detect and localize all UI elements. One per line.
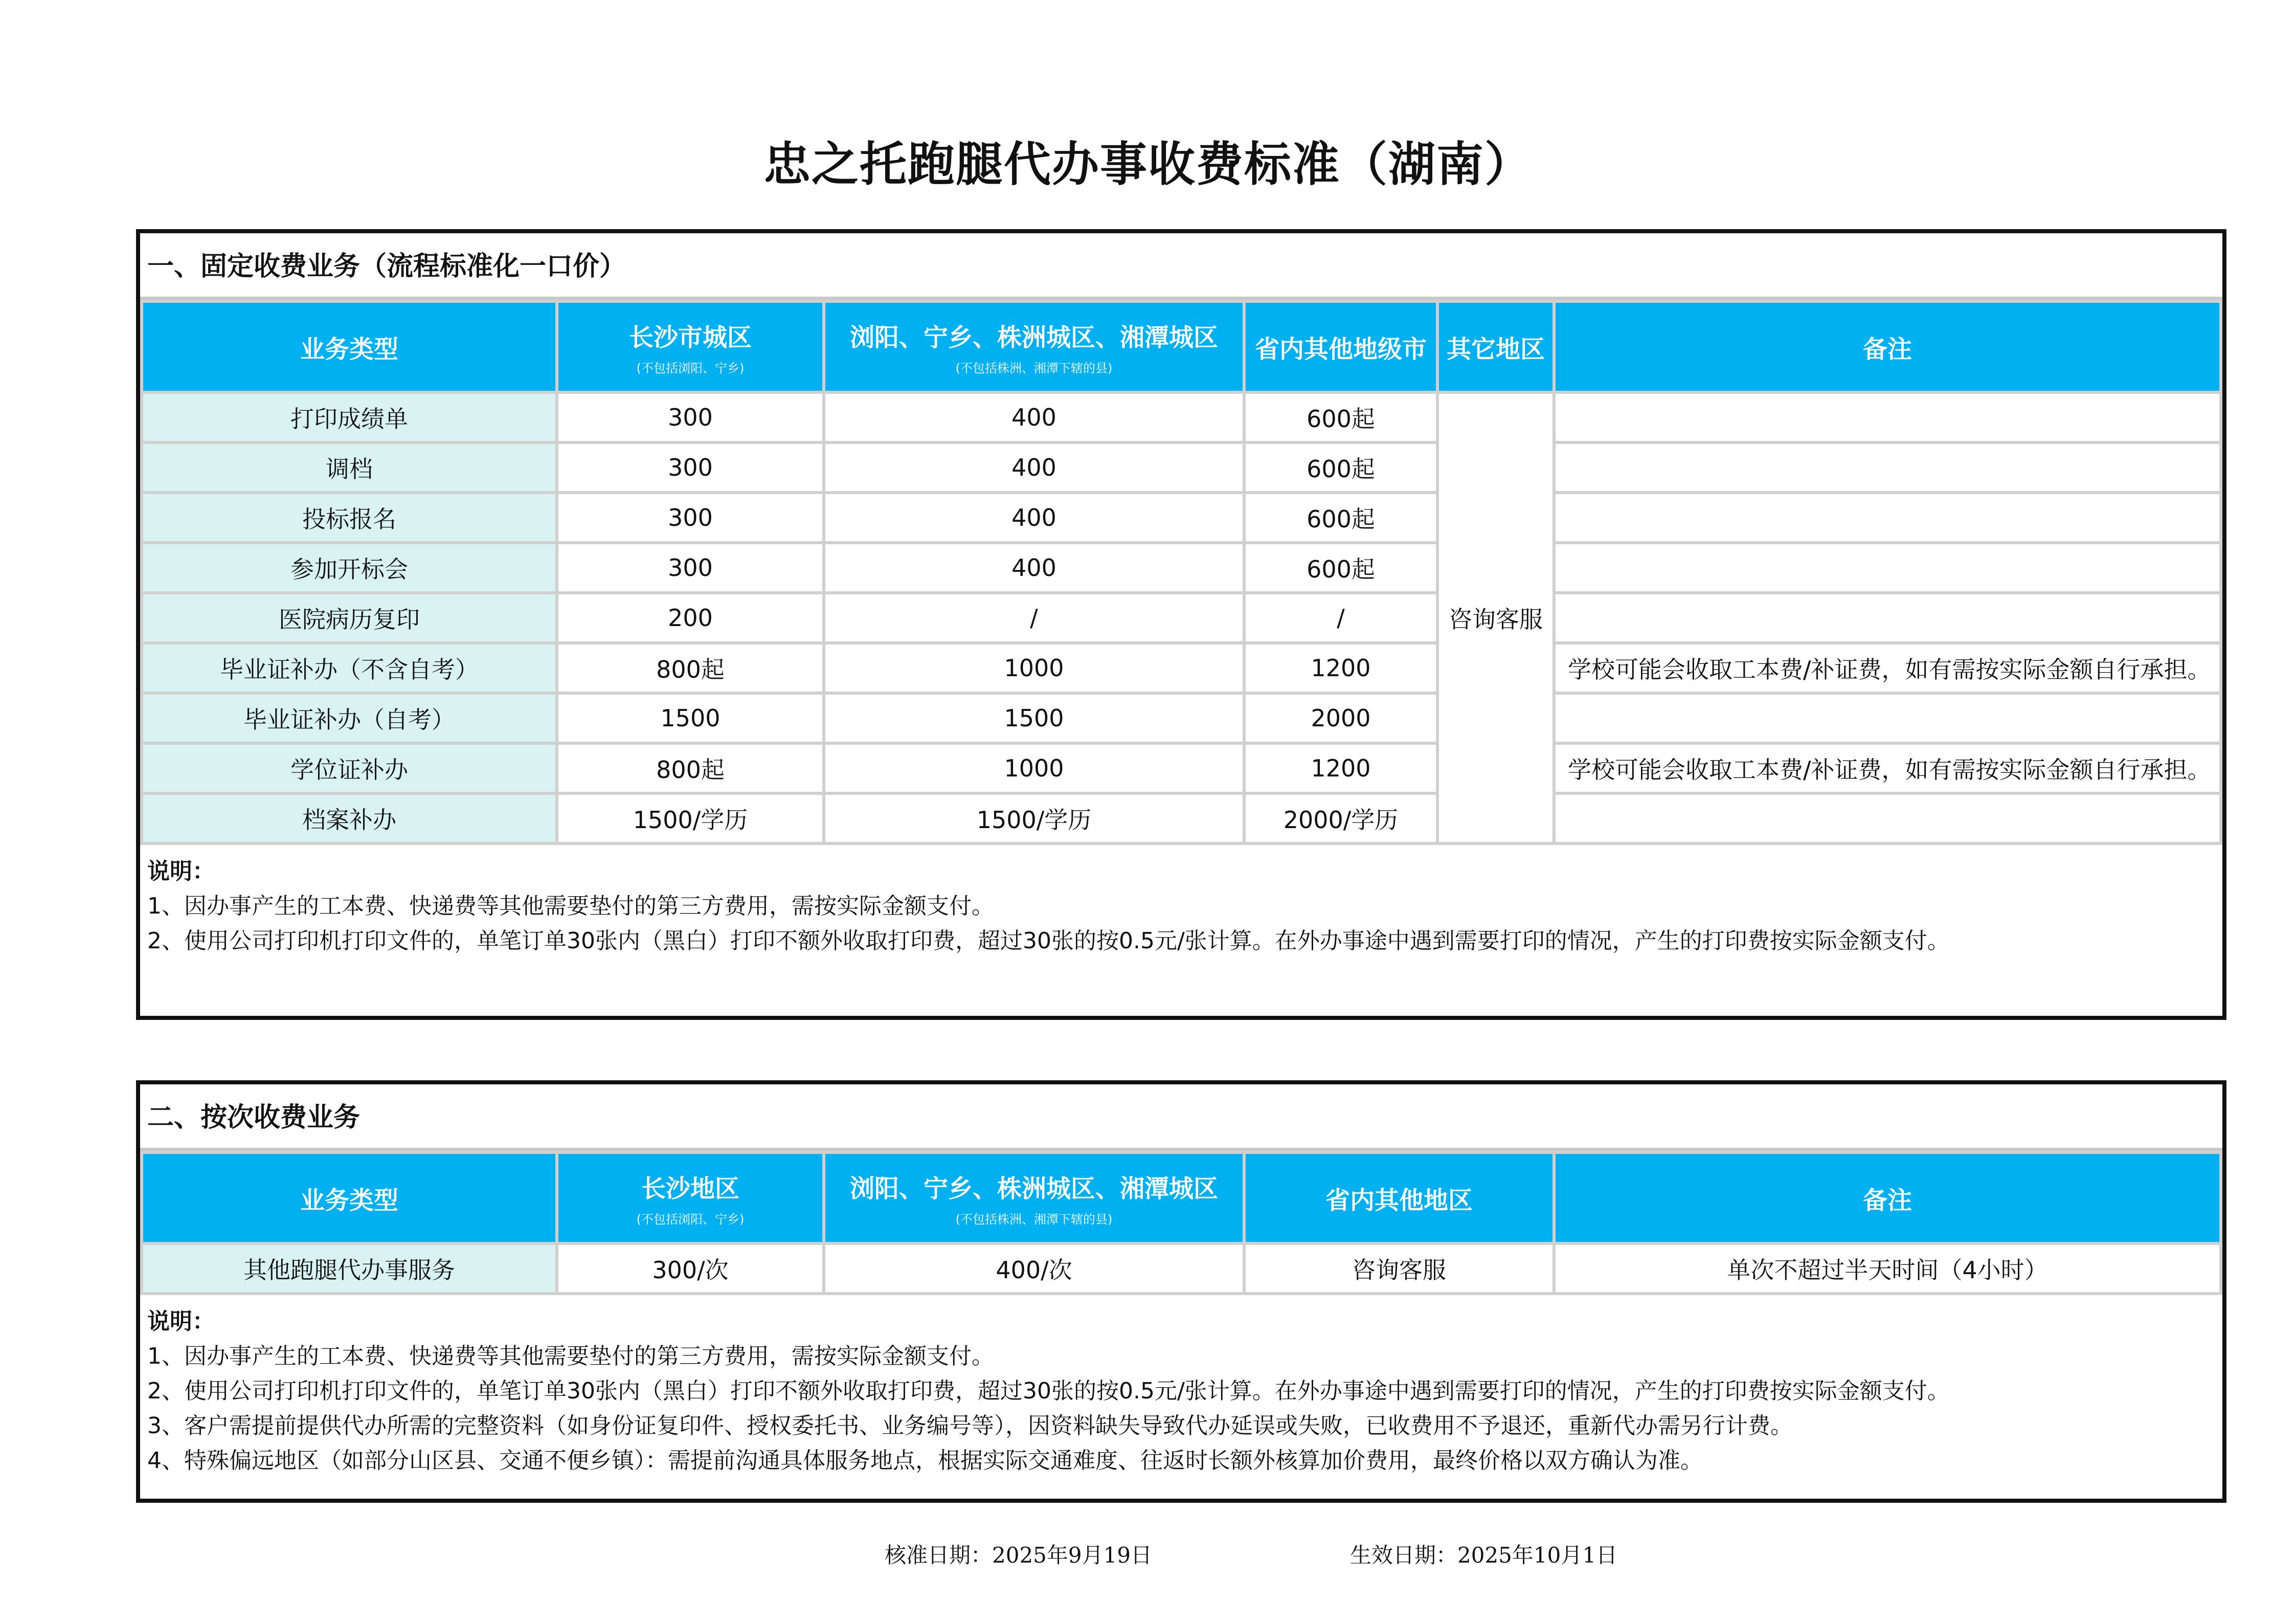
note-line: 1、因办事产生的工本费、快递费等其他需要垫付的第三方费用，需按实际金额支付。 — [147, 893, 994, 919]
header-col3: 省内其他地区 — [1244, 1152, 1554, 1243]
row-type: 毕业证补办（不含自考） — [142, 643, 557, 693]
row-c2: 400 — [824, 442, 1244, 493]
header-col2-sub: (不包括株洲、湘潭下辖的县) — [955, 361, 1113, 375]
header-col1 — [557, 301, 824, 392]
row-c1: 800起 — [557, 643, 824, 693]
row-c1: 1500 — [557, 693, 824, 743]
row-c3: 600起 — [1244, 543, 1437, 593]
section2-heading: 二、按次收费业务 — [140, 1084, 2222, 1151]
row-c1: 200 — [557, 593, 824, 643]
row-type: 毕业证补办（自考） — [142, 693, 557, 743]
row-c1: 300/次 — [557, 1243, 824, 1294]
row-c3: 1200 — [1244, 643, 1437, 693]
row-c3: 2000/学历 — [1244, 793, 1437, 843]
table-row — [142, 693, 2221, 743]
row-c2: 1500/学历 — [824, 793, 1244, 843]
row-type: 参加开标会 — [142, 543, 557, 593]
effective-date: 生效日期：2025年10月1日 — [1350, 1543, 1618, 1568]
row-c2: 400/次 — [824, 1243, 1244, 1294]
table-row — [142, 543, 2221, 593]
row-note: 学校可能会收取工本费/补证费，如有需按实际金额自行承担。 — [1554, 643, 2221, 693]
row-c3: 600起 — [1244, 493, 1437, 543]
row-type: 医院病历复印 — [142, 593, 557, 643]
row-c3: 1200 — [1244, 743, 1437, 793]
section1-notes — [140, 845, 2222, 959]
row-c1: 300 — [557, 543, 824, 593]
row-c2: 1000 — [824, 743, 1244, 793]
row-c3: 咨询客服 — [1244, 1243, 1554, 1294]
fixed-fee-table — [140, 300, 2222, 845]
table-row — [142, 593, 2221, 643]
header-col2-label: 浏阳、宁乡、株洲城区、湘潭城区 — [849, 1174, 1218, 1203]
table-row — [142, 442, 2221, 493]
row-c1: 300 — [557, 493, 824, 543]
section2-notes — [140, 1295, 2222, 1478]
header-col2 — [824, 301, 1244, 392]
row-type: 学位证补办 — [142, 743, 557, 793]
row-c3: / — [1244, 593, 1437, 643]
row-note: 学校可能会收取工本费/补证费，如有需按实际金额自行承担。 — [1554, 743, 2221, 793]
row-type: 档案补办 — [142, 793, 557, 843]
table-row — [142, 743, 2221, 793]
header-col3: 省内其他地级市 — [1244, 301, 1437, 392]
row-c3: 600起 — [1244, 442, 1437, 493]
row-note — [1554, 543, 2221, 593]
row-note — [1554, 593, 2221, 643]
header-col4: 备注 — [1554, 1152, 2221, 1243]
per-visit-fee-table — [140, 1151, 2222, 1295]
note-line: 1、因办事产生的工本费、快递费等其他需要垫付的第三方费用，需按实际金额支付。 — [147, 1343, 994, 1369]
header-col1-sub: (不包括浏阳、宁乡) — [636, 361, 745, 375]
note-line: 2、使用公司打印机打印文件的，单笔订单30张内（黑白）打印不额外收取打印费，超过30张的按0.5元/张计算。在外办事途中遇到需要打印的情况，产生的打印费按实际金额支付。 — [147, 928, 1950, 954]
table-header-row — [142, 301, 2221, 392]
note-line: 2、使用公司打印机打印文件的，单笔订单30张内（黑白）打印不额外收取打印费，超过30张的按0.5元/张计算。在外办事途中遇到需要打印的情况，产生的打印费按实际金额支付。 — [147, 1378, 1950, 1404]
table-row — [142, 392, 2221, 442]
row-note: 单次不超过半天时间（4小时） — [1554, 1243, 2221, 1294]
table-row — [142, 493, 2221, 543]
header-col1-label: 长沙市城区 — [628, 323, 752, 352]
header-col2-label: 浏阳、宁乡、株洲城区、湘潭城区 — [849, 323, 1218, 352]
notes-label: 说明： — [147, 858, 215, 884]
note-line: 4、特殊偏远地区（如部分山区县、交通不便乡镇）：需提前沟通具体服务地点，根据实际交通难度、往返时长额外核算加价费用，最终价格以双方确认为准。 — [147, 1448, 1703, 1474]
row-c3: 600起 — [1244, 392, 1437, 442]
row-note — [1554, 693, 2221, 743]
header-col2-sub: (不包括株洲、湘潭下辖的县) — [955, 1212, 1113, 1227]
header-col1-label: 长沙地区 — [641, 1174, 739, 1203]
row-type: 打印成绩单 — [142, 392, 557, 442]
table-row — [142, 793, 2221, 843]
row-type: 投标报名 — [142, 493, 557, 543]
row-c1: 300 — [557, 442, 824, 493]
row-type: 其他跑腿代办事服务 — [142, 1243, 557, 1294]
row-c2: / — [824, 593, 1244, 643]
section1-heading: 一、固定收费业务（流程标准化一口价） — [140, 233, 2222, 300]
row-c2: 400 — [824, 392, 1244, 442]
table-row — [142, 1243, 2221, 1294]
page-title: 忠之托跑腿代办事收费标准（湖南） — [763, 137, 1533, 192]
row-note — [1554, 392, 2221, 442]
row-c1: 300 — [557, 392, 824, 442]
row-c2: 400 — [824, 543, 1244, 593]
row-c2: 400 — [824, 493, 1244, 543]
row-c2: 1500 — [824, 693, 1244, 743]
row-c1: 800起 — [557, 743, 824, 793]
notes-label: 说明： — [147, 1308, 215, 1334]
approval-date: 核准日期：2025年9月19日 — [885, 1543, 1153, 1568]
other-region-cell: 咨询客服 — [1437, 392, 1554, 843]
header-col1 — [557, 1152, 824, 1243]
header-col2 — [824, 1152, 1244, 1243]
header-type: 业务类型 — [142, 301, 557, 392]
header-type: 业务类型 — [142, 1152, 557, 1243]
row-note — [1554, 442, 2221, 493]
header-col5: 备注 — [1554, 301, 2221, 392]
per-visit-fee-section — [136, 1080, 2226, 1503]
row-c1: 1500/学历 — [557, 793, 824, 843]
fixed-fee-section — [136, 229, 2226, 1020]
header-col1-sub: (不包括浏阳、宁乡) — [636, 1212, 745, 1227]
table-row — [142, 643, 2221, 693]
note-line: 3、客户需提前提供代办所需的完整资料（如身份证复印件、授权委托书、业务编号等），因资料缺失导致代办延误或失败，已收费用不予退还，重新代办需另行计费。 — [147, 1413, 1793, 1439]
row-note — [1554, 793, 2221, 843]
row-note — [1554, 493, 2221, 543]
row-c3: 2000 — [1244, 693, 1437, 743]
header-col4: 其它地区 — [1437, 301, 1554, 392]
row-c2: 1000 — [824, 643, 1244, 693]
table-header-row — [142, 1152, 2221, 1243]
row-type: 调档 — [142, 442, 557, 493]
